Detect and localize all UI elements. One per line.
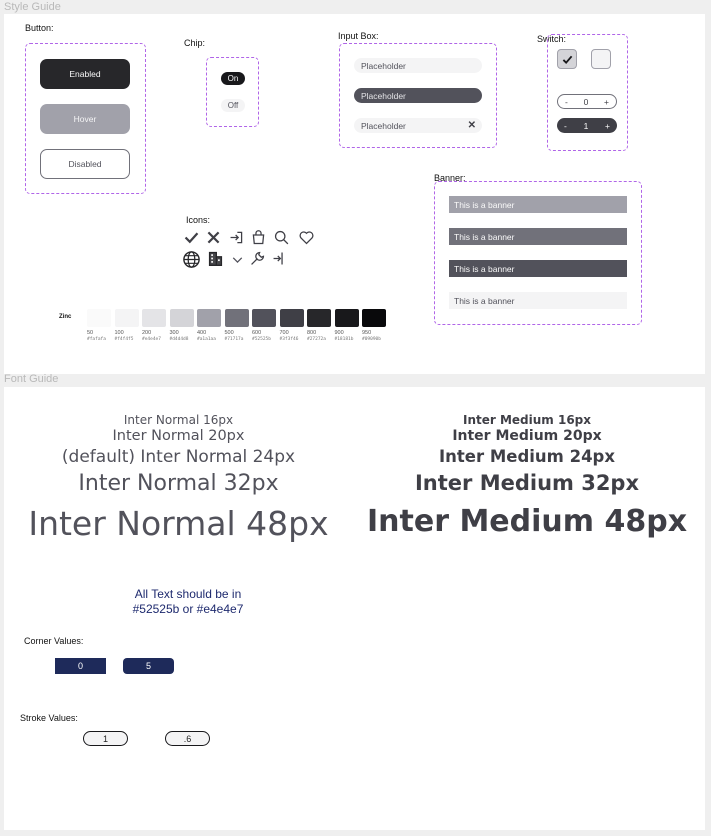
chip-group [206,57,259,127]
wrench-icon [249,250,266,267]
checkbox-unchecked[interactable] [591,49,611,69]
font-medium-20: Inter Medium 20px [452,428,602,444]
chevron-down-icon [229,251,246,268]
swatch-shade: 500 [224,330,234,336]
swatch-hex: #27272a [307,337,326,342]
banner-group [434,181,642,325]
corner-5-sample: 5 [123,658,174,674]
swatch-hex: #a1a1aa [197,337,216,342]
swatch-900 [335,309,359,342]
banner-400: This is a banner [449,196,627,213]
input-focused[interactable]: Placeholder [354,88,482,103]
swatch-shade: 950 [362,330,372,336]
chip-off[interactable]: Off [221,99,245,112]
search-icon [273,229,290,246]
swatch-color [335,309,359,327]
hover-button[interactable]: Hover [40,104,130,134]
stroke-06-sample: .6 [165,731,210,746]
banner-section-label: Banner: [434,173,466,183]
swatch-hex: #09090b [362,337,381,342]
swatch-hex: #71717a [224,337,244,342]
font-normal-16: Inter Normal 16px [123,413,234,427]
color-palette [87,309,387,349]
swatch-color [225,309,249,327]
style-guide-title: Style Guide [4,1,61,13]
swatch-400 [197,309,221,342]
text-color-note [88,587,288,617]
check-icon [183,229,200,246]
button-group [25,43,146,194]
stepper-value: 0 [583,96,589,107]
swatch-color [307,309,331,327]
login-icon [228,229,245,246]
button-section-label: Button: [25,23,54,33]
font-medium-48: Inter Medium 48px [367,504,688,539]
stepper-dark [557,118,617,133]
swatch-color [142,309,166,327]
swatch-hex: #3f3f46 [279,337,299,342]
swatch-color [280,309,304,327]
stepper-minus-button[interactable]: - [565,96,568,107]
palette-name: Zinc [59,314,72,320]
banner-500: This is a banner [449,228,627,245]
globe-icon [182,250,201,269]
input-with-clear[interactable] [354,118,482,133]
font-medium-24: Inter Medium 24px [438,447,616,466]
normal-weight-column [23,409,334,549]
swatch-500 [225,309,249,342]
swatch-color [87,309,111,327]
shopping-bag-icon [250,229,267,246]
banner-100: This is a banner [449,292,627,309]
logout-icon [271,250,288,267]
swatch-color [197,309,221,327]
style-guide-frame [4,14,705,374]
input-box-section-label: Input Box: [338,31,379,41]
stroke-values-label: Stroke Values: [20,713,78,723]
switch-group [547,34,628,151]
swatch-hex: #f4f4f5 [114,337,134,342]
swatch-color [252,309,276,327]
stepper-minus-button[interactable]: - [564,120,567,131]
font-normal-48: Inter Normal 48px [28,504,329,543]
medium-weight-column [367,409,687,549]
input-box-group [339,43,497,148]
font-medium-32: Inter Medium 32px [414,471,640,495]
enabled-button[interactable]: Enabled [40,59,130,89]
swatch-shade: 50 [87,330,94,336]
swatch-color [115,309,139,327]
stepper-value: 1 [583,120,589,131]
stepper-plus-button[interactable]: + [604,96,609,107]
swatch-800 [307,309,331,342]
swatch-hex: #fafafa [87,337,106,342]
swatch-shade: 600 [252,330,262,336]
font-normal-24: (default) Inter Normal 24px [61,447,296,467]
font-normal-32: Inter Normal 32px [78,471,279,496]
swatch-50 [87,309,111,342]
check-icon [562,54,573,65]
swatch-shade: 900 [334,330,344,336]
swatch-shade: 300 [169,330,179,336]
switch-section-label: Switch: [537,34,567,44]
swatch-shade: 700 [279,330,289,336]
input-default[interactable]: Placeholder [354,58,482,73]
font-medium-16: Inter Medium 16px [462,413,591,427]
swatch-hex: #18181b [334,337,354,342]
note-line-2: #52525b or #e4e4e7 [132,602,244,616]
swatch-color [362,309,386,327]
font-guide-title: Font Guide [4,373,59,385]
corner-values-label: Corner Values: [24,636,84,646]
heart-icon [298,229,315,246]
stepper-plus-button[interactable]: + [605,120,610,131]
swatch-600 [252,309,276,342]
clear-icon[interactable]: ✕ [467,120,476,131]
swatch-shade: 100 [114,330,124,336]
corner-0-sample: 0 [55,658,106,674]
stepper-light [557,94,617,109]
chip-on[interactable]: On [221,72,245,85]
icons-section-label: Icons: [186,215,211,225]
swatch-shade: 200 [142,330,152,336]
note-line-1: All Text should be in [134,587,242,601]
checkbox-checked[interactable] [557,49,577,69]
font-normal-20: Inter Normal 20px [112,428,245,444]
chip-section-label: Chip: [184,38,206,48]
swatch-200 [142,309,166,342]
swatch-300 [170,309,194,342]
swatch-hex: #d4d4d8 [169,337,189,342]
font-guide-frame [4,387,705,830]
building-icon [207,250,224,267]
disabled-button[interactable]: Disabled [40,149,130,179]
banner-600: This is a banner [449,260,627,277]
swatch-shade: 800 [307,330,317,336]
swatch-hex: #52525b [252,337,271,342]
input-value: Placeholder [361,120,406,131]
swatch-700 [280,309,304,342]
swatch-color [170,309,194,327]
swatch-950 [362,309,386,342]
swatch-hex: #e4e4e7 [142,337,161,342]
swatch-100 [115,309,139,342]
stroke-1-sample: 1 [83,731,128,746]
swatch-shade: 400 [197,330,207,336]
close-icon [205,229,222,246]
